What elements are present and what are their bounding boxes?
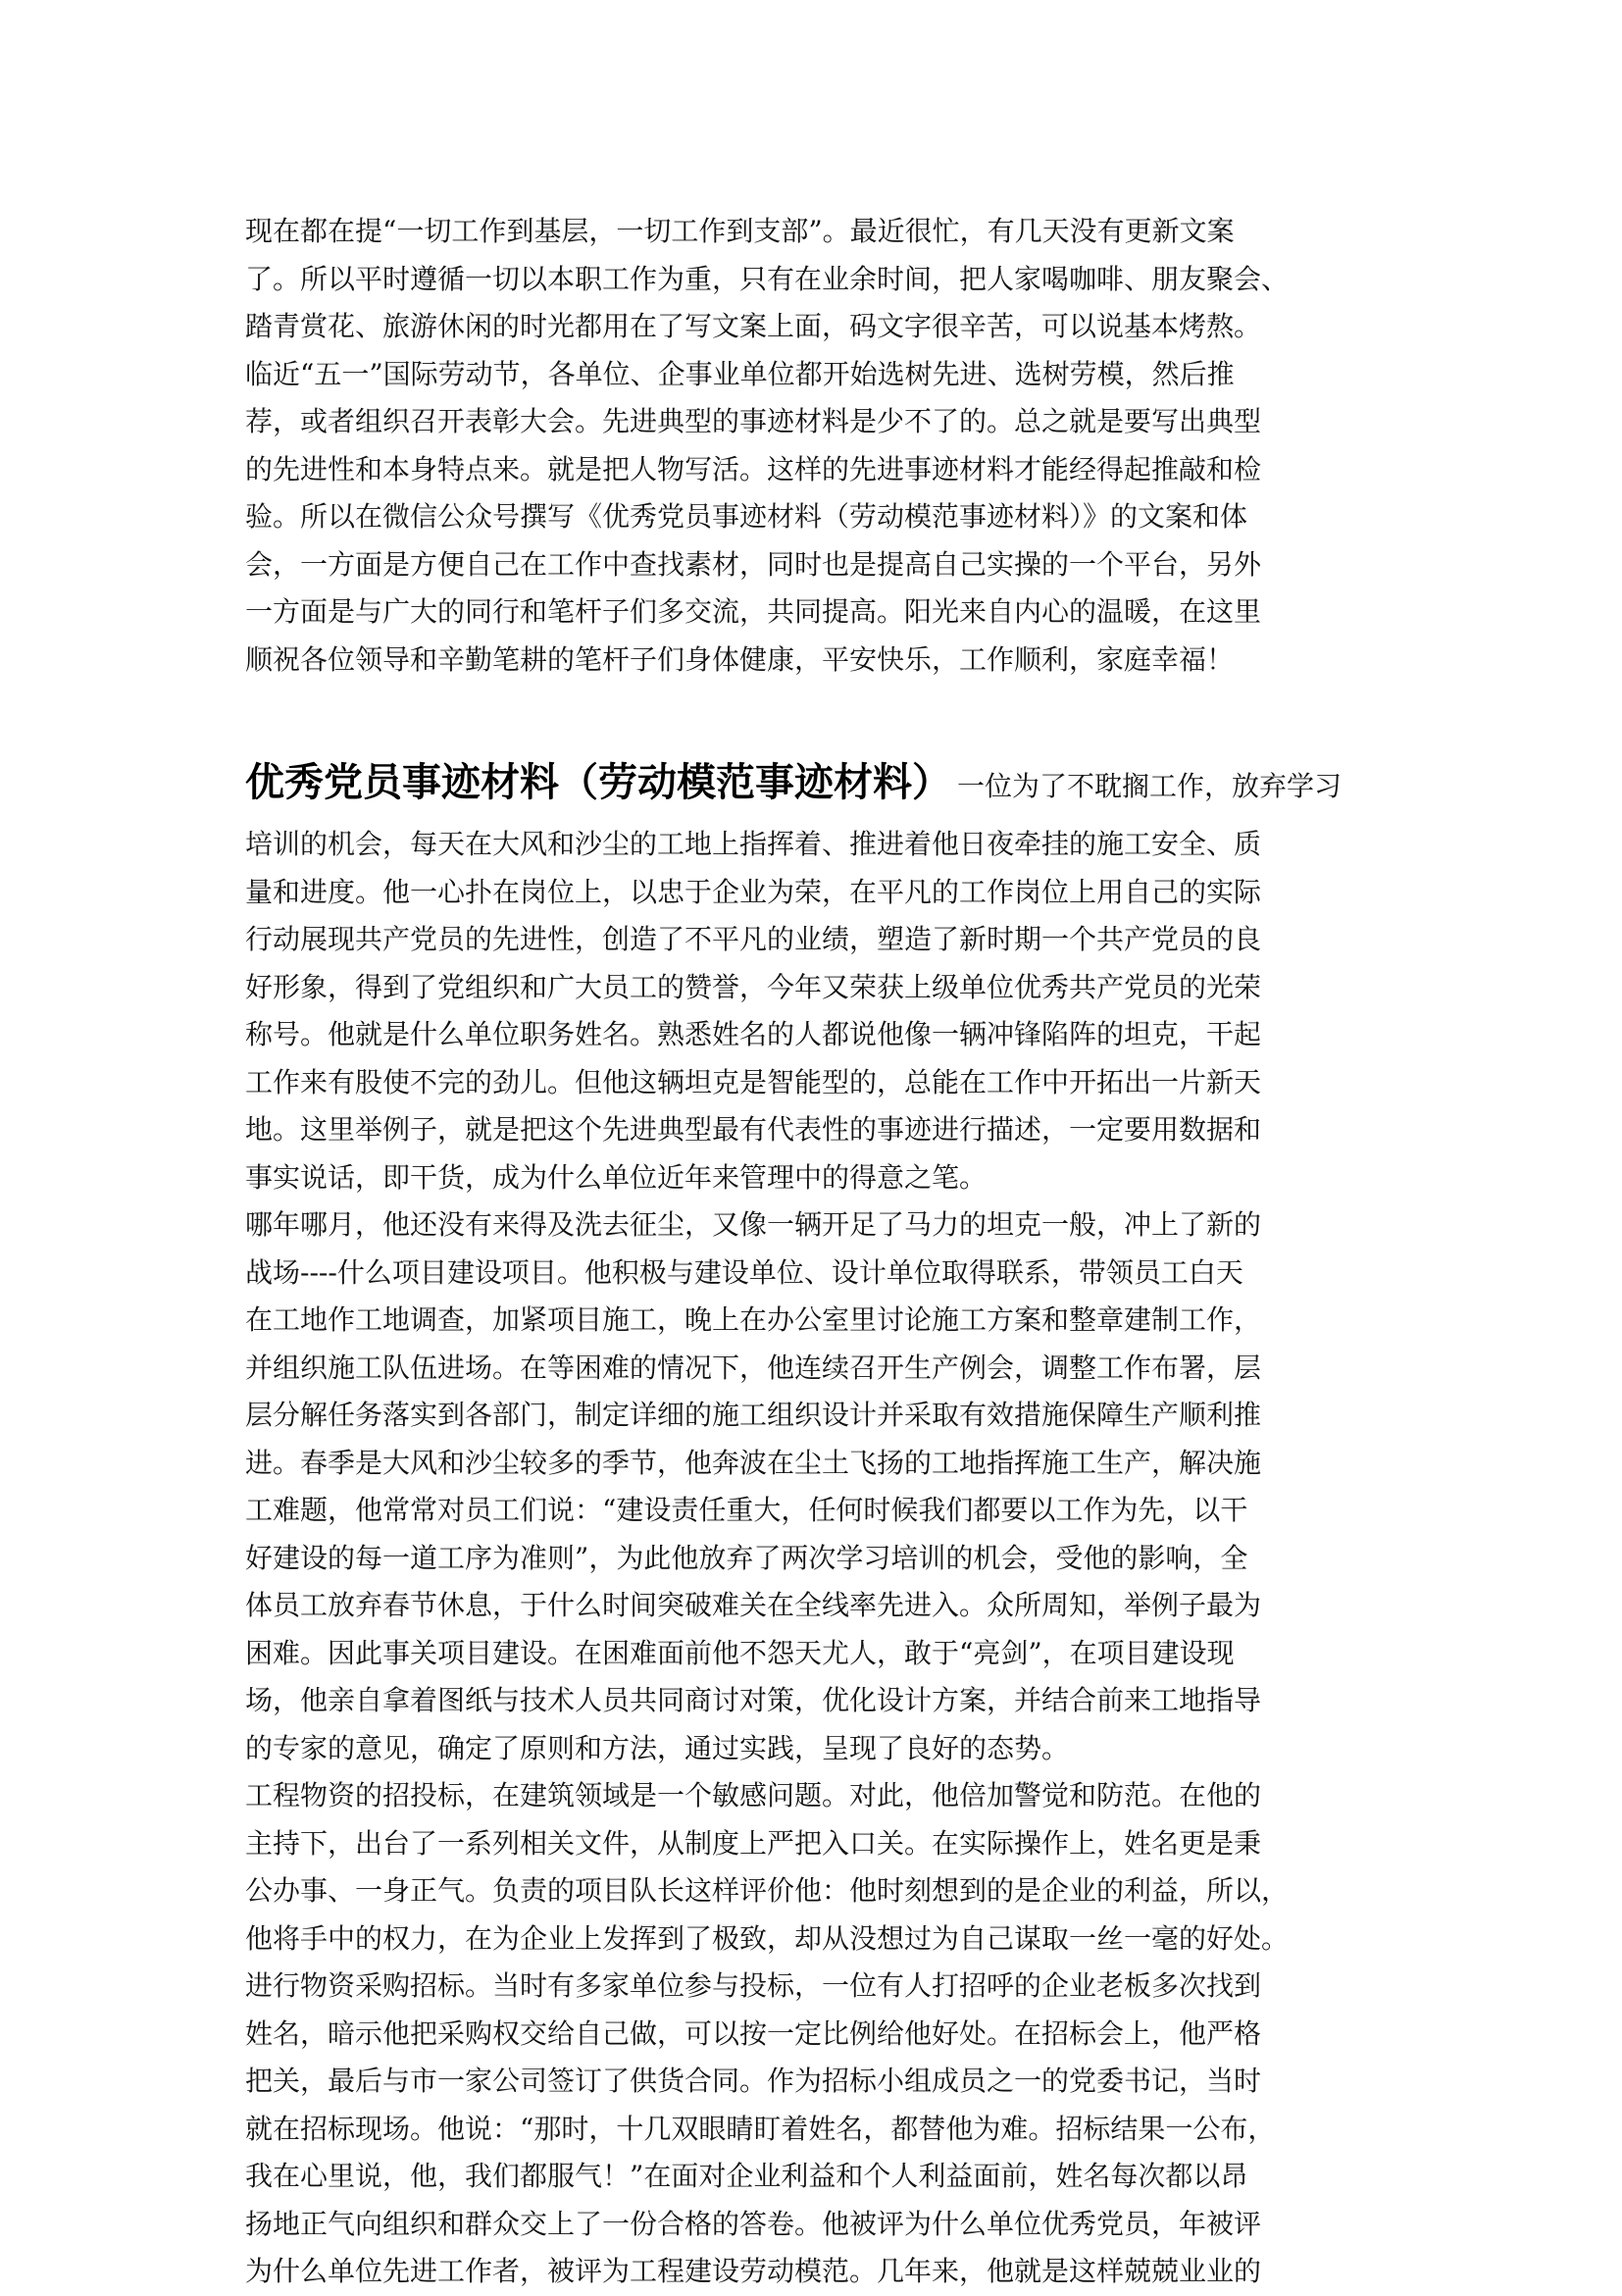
paragraph-gap <box>245 684 1388 748</box>
intro-text-line: 顺祝各位领导和辛勤笔耕的笔杆子们身体健康，平安快乐，工作顺利，家庭幸福！ <box>245 642 1235 676</box>
body-text-line: 事实说话，即干货，成为什么单位近年来管理中的得意之笔。 <box>245 1160 988 1194</box>
body-text-line: 好形象，得到了党组织和广大员工的赞誉，今年又荣获上级单位优秀共产党员的光荣 <box>245 970 1262 1003</box>
body-text-line: 的专家的意见，确定了原则和方法，通过实践，呈现了良好的态势。 <box>245 1731 1070 1764</box>
title-trailing-text: 一位为了不耽搁工作，放弃学习 <box>957 770 1343 802</box>
body-text-line: 姓名，暗示他把采购权交给自己做，可以按一定比例给他好处。在招标会上，他严格 <box>245 2016 1262 2050</box>
intro-text-line: 的先进性和本身特点来。就是把人物写活。这样的先进事迹材料才能经得起推敲和检 <box>245 452 1262 485</box>
body-text-line: 量和进度。他一心扑在岗位上，以忠于企业为荣，在平凡的工作岗位上用自己的实际 <box>245 875 1262 908</box>
body-text-line: 工难题，他常常对员工们说：“建设责任重大，任何时候我们都要以工作为先，以干 <box>245 1494 1248 1526</box>
body-text-line: 行动展现共产党员的先进性，创造了不平凡的业绩，塑造了新时期一个共产党员的良 <box>245 923 1262 955</box>
body-text-line: 体员工放弃春节休息，于什么时间突破难关在全线率先进入。众所周知，举例子最为 <box>245 1589 1262 1621</box>
body-text-line: 工程物资的招投标，在建筑领域是一个敏感问题。对此，他倍加警觉和防范。在他的 <box>245 1779 1262 1811</box>
body-text-line: 把关，最后与市一家公司签订了供货合同。作为招标小组成员之一的党委书记，当时 <box>245 2065 1262 2097</box>
title-line <box>245 748 1388 817</box>
body-text-line: 培训的机会，每天在大风和沙尘的工地上指挥着、推进着他日夜牵挂的施工安全、质 <box>245 828 1262 860</box>
body-text-line: 扬地正气向组织和群众交上了一份合格的答卷。他被评为什么单位优秀党员，年被评 <box>245 2207 1262 2240</box>
body-text-line: 在工地作工地调查，加紧项目施工，晚上在办公室里讨论施工方案和整章建制工作， <box>245 1303 1262 1336</box>
body-text-line: 困难。因此事关项目建设。在困难面前他不怨天尤人，敢于“亮剑”，在项目建设现 <box>245 1636 1235 1669</box>
body-text-line: 场，他亲自拿着图纸与技术人员共同商讨对策，优化设计方案，并结合前来工地指导 <box>245 1684 1262 1716</box>
body-text-line: 地。这里举例子，就是把这个先进典型最有代表性的事迹进行描述，一定要用数据和 <box>245 1113 1262 1146</box>
intro-text-line: 一方面是与广大的同行和笔杆子们多交流，共同提高。阳光来自内心的温暖，在这里 <box>245 595 1262 628</box>
body-text-line: 就在招标现场。他说：“那时，十几双眼睛盯着姓名，都替他为难。招标结果一公布， <box>245 2112 1276 2145</box>
body-text-line: 他将手中的权力，在为企业上发挥到了极致，却从没想过为自己谋取一丝一毫的好处。 <box>245 1921 1290 1955</box>
body-text-line: 进。春季是大风和沙尘较多的季节，他奔波在尘土飞扬的工地指挥施工生产，解决施 <box>245 1446 1262 1479</box>
body-text-line: 哪年哪月，他还没有来得及洗去征尘，又像一辆开足了马力的坦克一般，冲上了新的 <box>245 1208 1262 1241</box>
body-text <box>245 821 1388 2296</box>
body-text-line: 我在心里说，他，我们都服气！”在面对企业利益和个人利益面前，姓名每次都以昂 <box>245 2160 1248 2192</box>
body-text-line: 主持下，出台了一系列相关文件，从制度上严把入口关。在实际操作上，姓名更是秉 <box>245 1826 1262 1860</box>
body-text-line: 称号。他就是什么单位职务姓名。熟悉姓名的人都说他像一辆冲锋陷阵的坦克，干起 <box>245 1018 1262 1050</box>
body-text-line: 为什么单位先进工作者，被评为工程建设劳动模范。几年来，他就是这样兢兢业业的 <box>245 2255 1262 2287</box>
body-text-line: 好建设的每一道工序为准则”，为此他放弃了两次学习培训的机会，受他的影响，全 <box>245 1541 1248 1574</box>
intro-text-line: 临近“五一”国际劳动节，各单位、企事业单位都开始选树先进、选树劳模，然后推 <box>245 357 1235 390</box>
intro-text-line: 现在都在提“一切工作到基层，一切工作到支部”。最近很忙，有几天没有更新文案 <box>245 215 1235 247</box>
body-text-line: 并组织施工队伍进场。在等困难的情况下，他连续召开生产例会，调整工作布署，层 <box>245 1351 1262 1384</box>
document-title: 优秀党员事迹材料（劳动模范事迹材料） <box>245 759 951 805</box>
intro-text-line: 验。所以在微信公众号撰写《优秀党员事迹材料（劳动模范事迹材料）》的文案和体 <box>245 500 1248 533</box>
body-text-line: 工作来有股使不完的劲儿。但他这辆坦克是智能型的，总能在工作中开拓出一片新天 <box>245 1065 1262 1098</box>
intro-text-line: 踏青赏花、旅游休闲的时光都用在了写文案上面，码文字很辛苦，可以说基本烤熬。 <box>245 310 1262 342</box>
document-page <box>245 208 1388 2296</box>
body-text-line: 战场----什么项目建设项目。他积极与建设单位、设计单位取得联系，带领员工白天 <box>245 1255 1243 1289</box>
body-text-line: 公办事、一身正气。负责的项目队长这样评价他：他时刻想到的是企业的利益，所以， <box>245 1874 1290 1907</box>
body-text-line: 进行物资采购招标。当时有多家单位参与投标，一位有人打招呼的企业老板多次找到 <box>245 1969 1262 2002</box>
intro-text-line: 了。所以平时遵循一切以本职工作为重，只有在业余时间，把人家喝咖啡、朋友聚会、 <box>245 262 1290 295</box>
intro-text-line: 荐，或者组织召开表彰大会。先进典型的事迹材料是少不了的。总之就是要写出典型 <box>245 405 1262 437</box>
intro-paragraph <box>245 208 1388 684</box>
intro-text-line: 会，一方面是方便自己在工作中查找素材，同时也是提高自己实操的一个平台，另外 <box>245 547 1262 581</box>
body-text-line: 层分解任务落实到各部门，制定详细的施工组织设计并采取有效措施保障生产顺利推 <box>245 1399 1262 1431</box>
